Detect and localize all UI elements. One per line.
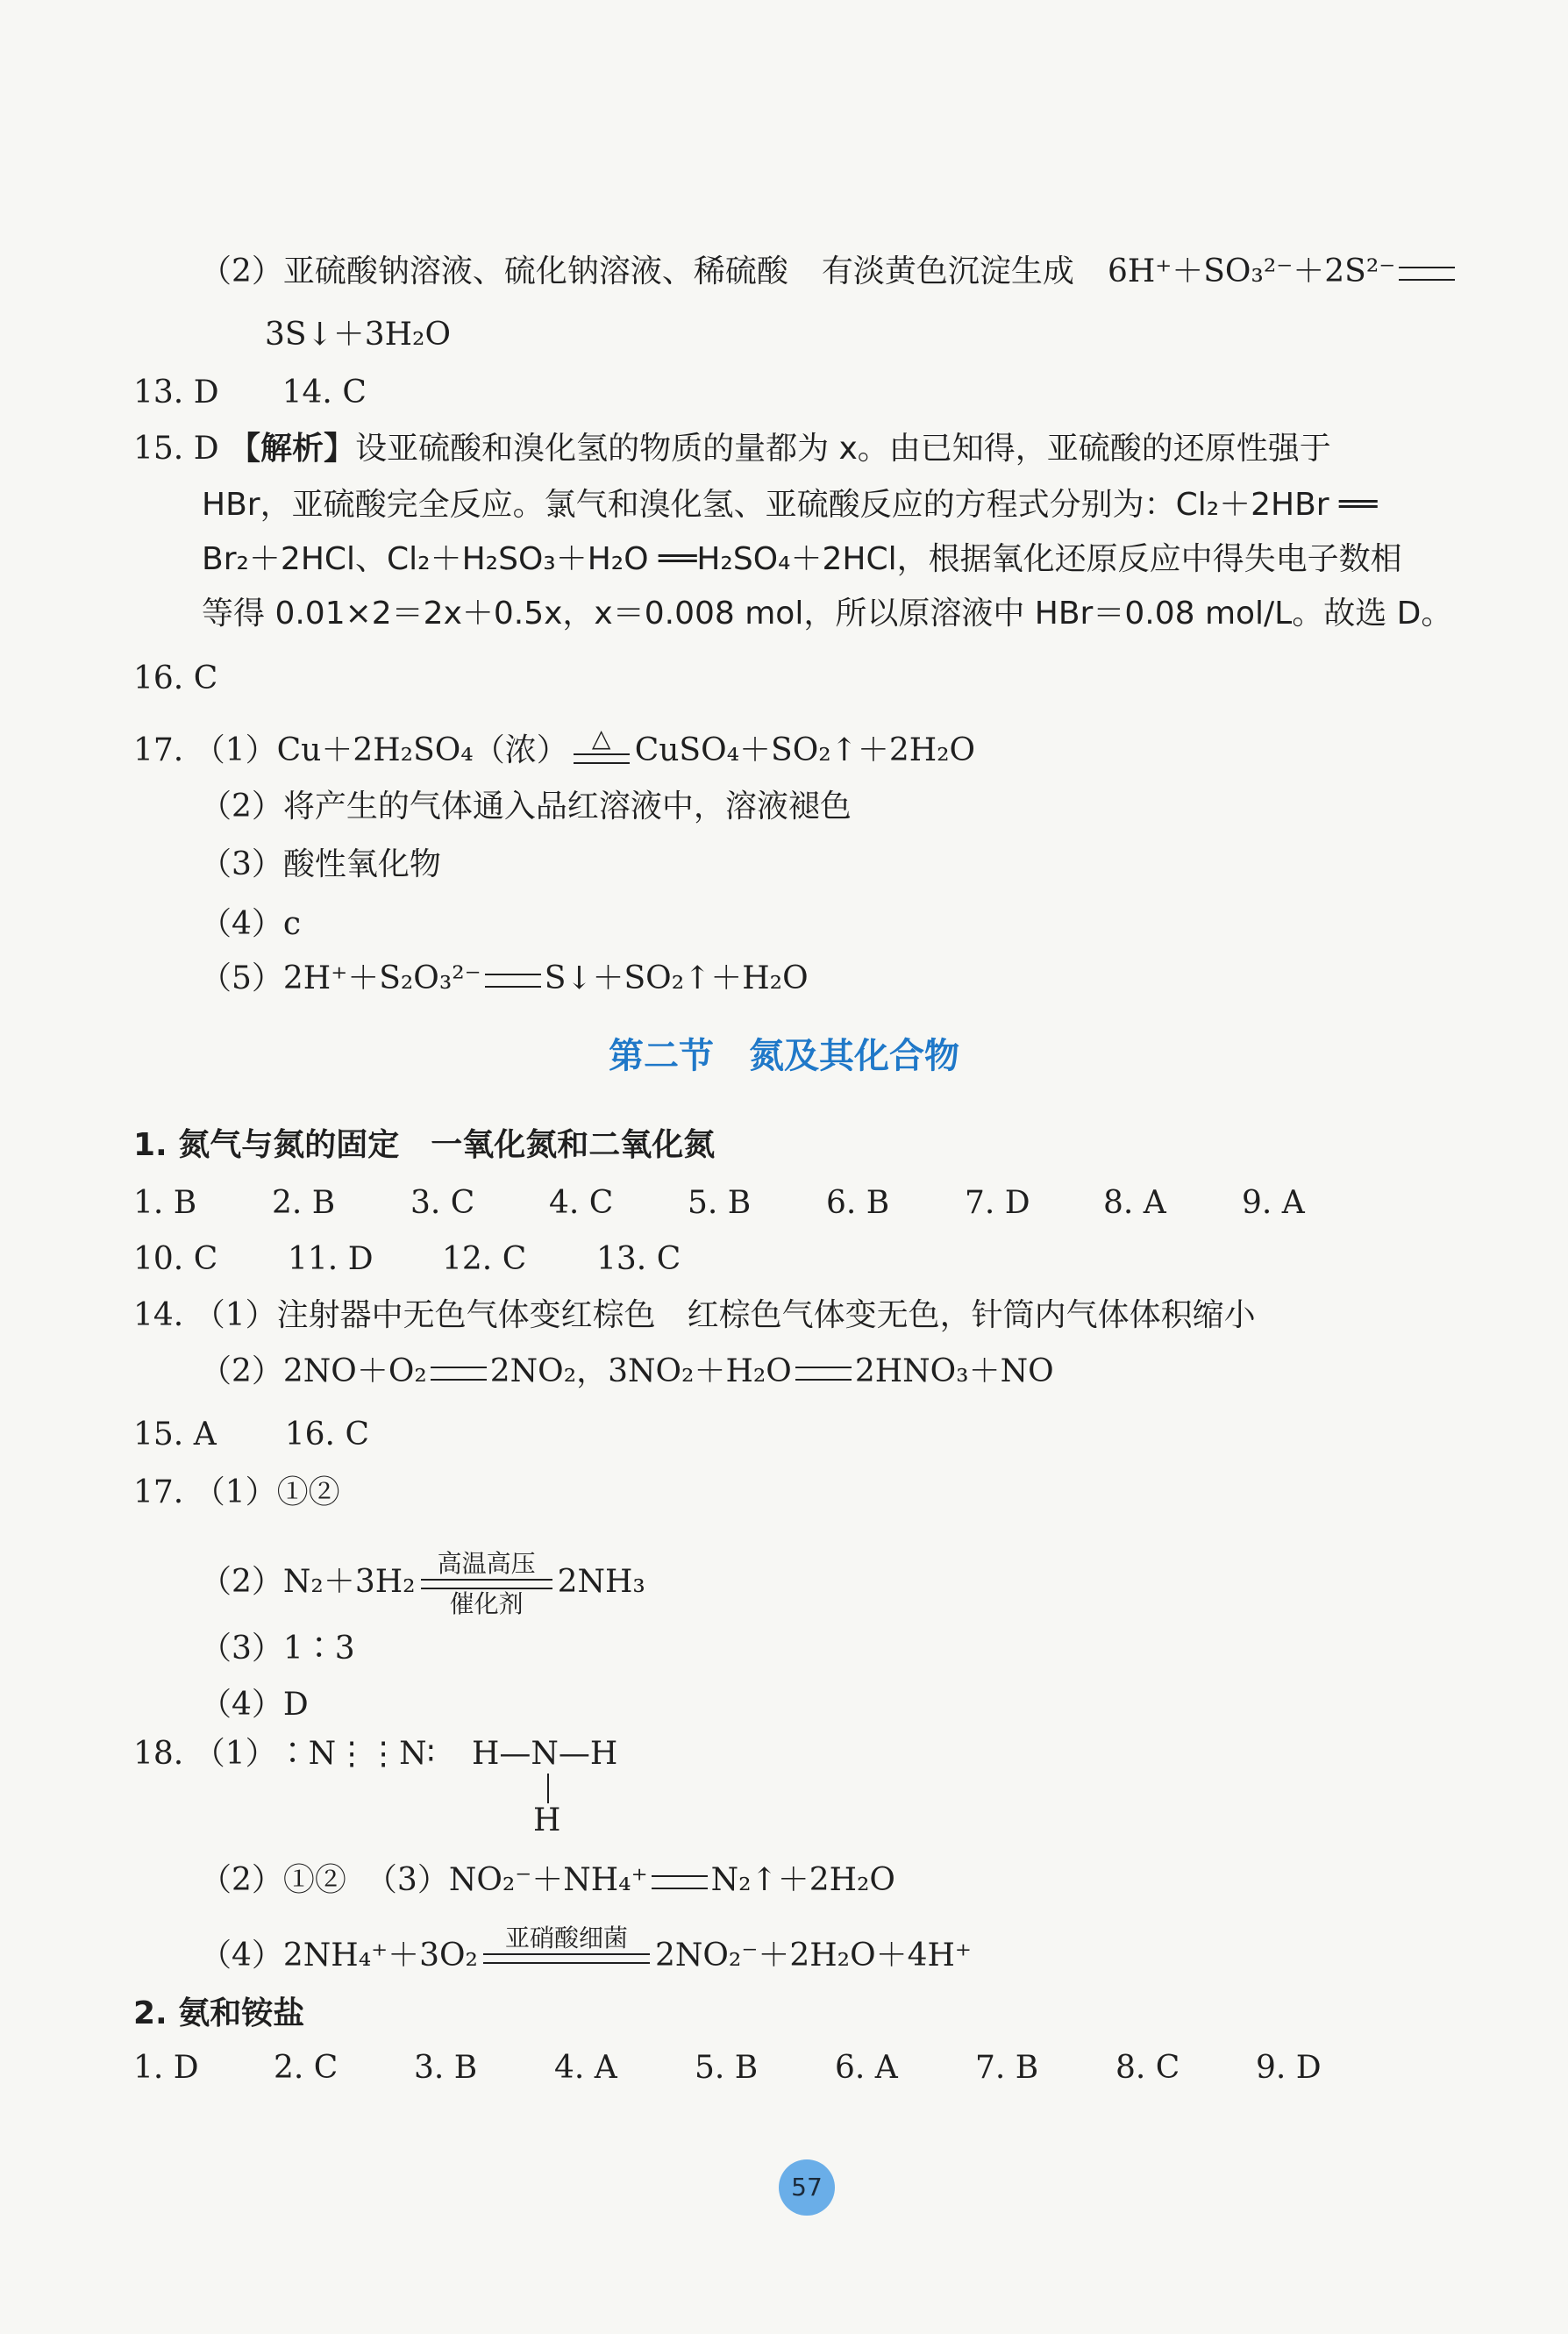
answer-item: 5. B xyxy=(688,1185,752,1221)
q15b-answer: A xyxy=(193,1417,217,1453)
q17a-part2-text: 将产生的气体通入品红溶液中，溶液褪色 xyxy=(282,789,852,824)
q17b-part2-left: N₂＋3H₂ xyxy=(282,1564,416,1600)
q14b-part2-label: （2） xyxy=(200,1353,283,1389)
q15-text-line1: 设亚硫酸和溴化氢的物质的量都为 x。由已知得，亚硫酸的还原性强于 xyxy=(355,431,1331,467)
q17a-part3-text: 酸性氧化物 xyxy=(282,846,441,882)
q17a-part2-label: （2） xyxy=(200,789,283,824)
q17a-part1-label: （1） xyxy=(193,732,277,768)
answer-item: 3. B xyxy=(414,2050,478,2086)
condition-bottom: 催化剂 xyxy=(449,1589,524,1618)
equals-sign xyxy=(1399,267,1455,281)
condition-top: 亚硝酸细菌 xyxy=(504,1924,628,1952)
q17b-part1-text: ①② xyxy=(276,1474,340,1510)
q18-structure-bottom xyxy=(533,1802,560,1840)
q17b-number: 17. xyxy=(133,1474,184,1510)
q15-line4 xyxy=(202,593,1452,635)
q18-part2-text: ①② xyxy=(282,1862,346,1898)
q17b-part4-text: D xyxy=(282,1687,309,1723)
q17a-part5 xyxy=(200,958,809,1000)
reaction-condition xyxy=(483,1924,650,1964)
q17a-part3 xyxy=(200,844,441,886)
q12-part2-eq-left: 6H⁺＋SO₃²⁻＋2S²⁻ xyxy=(1107,253,1396,289)
q17b-part3 xyxy=(200,1628,355,1670)
q17a-part1-left: Cu＋2H₂SO₄（浓） xyxy=(276,732,568,768)
answer-item: 4. C xyxy=(549,1185,614,1221)
answer-item: 2. B xyxy=(272,1185,336,1221)
q17a-part5-label: （5） xyxy=(200,960,283,996)
q15-text-line2: HBr，亚硫酸完全反应。氯气和溴化氢、亚硫酸反应的方程式分别为：Cl₂＋2HBr ══ xyxy=(202,487,1378,523)
q17b-part3-text: 1∶3 xyxy=(282,1631,355,1667)
section-title: 第二节 氮及其化合物 xyxy=(609,1036,959,1076)
answer-item: 2. C xyxy=(274,2050,339,2086)
q16b-answer: C xyxy=(345,1417,369,1453)
answer-item: 5. B xyxy=(695,2050,759,2086)
q16-number: 16. xyxy=(133,660,184,696)
answer-item: 8. C xyxy=(1115,2050,1180,2086)
structure-bottom-h: H xyxy=(533,1802,561,1838)
q15-analysis-tag: 【解析】 xyxy=(229,431,356,467)
answer-item: 7. D xyxy=(965,1185,1030,1221)
q14b-number: 14. xyxy=(133,1297,184,1333)
q18-part2-3 xyxy=(200,1859,895,1902)
q17b-part3-label: （3） xyxy=(200,1631,283,1667)
q17b-part2 xyxy=(200,1549,645,1619)
q17a-part1-right: CuSO₄＋SO₂↑＋2H₂O xyxy=(634,732,976,768)
sub1-answers-row2 xyxy=(133,1238,751,1281)
q15b-q16b-line xyxy=(133,1414,369,1456)
q18-part1 xyxy=(133,1733,435,1775)
q16-line xyxy=(133,658,217,700)
q15-text-line3: Br₂＋2HCl、Cl₂＋H₂SO₃＋H₂O ══H₂SO₄＋2HCl，根据氧化还原反应中得失电子数相 xyxy=(202,541,1402,577)
q18-part4-right: 2NO₂⁻＋2H₂O＋4H⁺ xyxy=(655,1938,972,1974)
q13-answer: D xyxy=(193,375,219,410)
sub1-answers-row1 xyxy=(133,1182,1329,1224)
page-number-badge: 57 xyxy=(779,2159,835,2216)
answer-item: 1. B xyxy=(133,1185,197,1221)
q15-line2 xyxy=(202,484,1377,526)
q18-part3-label: （3） xyxy=(365,1862,449,1898)
q17a-part4-text: c xyxy=(282,906,302,942)
q15-text-line4: 等得 0.01×2＝2x＋0.5x，x＝0.008 mol，所以原溶液中 HBr＝0.08 mol/L。故选 D。 xyxy=(202,596,1453,632)
sub2-answers-row1 xyxy=(133,2047,1343,2089)
q12-part2-label: （2） xyxy=(200,253,283,289)
q14b-part1-text: 注射器中无色气体变红棕色 红棕色气体变无色，针筒内气体体积缩小 xyxy=(276,1297,1256,1333)
q12-part2-line2 xyxy=(265,314,451,356)
condition-top: 高温高压 xyxy=(437,1549,536,1578)
q17a-part5-right: S↓＋SO₂↑＋H₂O xyxy=(544,960,809,996)
q18-part1-label: （1） xyxy=(193,1736,277,1772)
q17a-number: 17. xyxy=(133,732,184,768)
q17a-part2 xyxy=(200,786,852,828)
answer-item: 12. C xyxy=(442,1241,527,1277)
subsection-1-title: 1. 氮气与氮的固定 一氧化氮和二氧化氮 xyxy=(133,1127,716,1163)
q12-part2-phenomenon: 有淡黄色沉淀生成 xyxy=(821,253,1074,289)
q15-answer: D xyxy=(193,431,219,467)
q16b-number: 16. xyxy=(284,1417,335,1453)
q17b-part4 xyxy=(200,1684,309,1726)
q17a-part3-label: （3） xyxy=(200,846,283,882)
q17a-part1 xyxy=(133,724,976,773)
q14-answer: C xyxy=(342,375,367,410)
subsection-2-title: 2. 氨和铵盐 xyxy=(133,1995,305,2031)
q18-part2-label: （2） xyxy=(200,1862,283,1898)
q17a-part4-label: （4） xyxy=(200,906,283,942)
q14b-part2-middle: 2NO₂，3NO₂＋H₂O xyxy=(489,1353,792,1389)
structure-bond xyxy=(547,1774,549,1803)
q17a-part4 xyxy=(200,903,301,946)
q18-part4 xyxy=(200,1924,972,1978)
q14b-part1-label: （1） xyxy=(193,1297,277,1333)
answer-item: 3. C xyxy=(410,1185,475,1221)
answer-item: 6. B xyxy=(826,1185,890,1221)
answer-item: 4. A xyxy=(554,2050,617,2086)
q13-q14-line xyxy=(133,372,367,414)
q16-answer: C xyxy=(193,660,218,696)
q13-number: 13. xyxy=(133,375,184,410)
answer-item: 9. D xyxy=(1256,2050,1322,2086)
q17b-part2-label: （2） xyxy=(200,1564,283,1600)
equals-sign xyxy=(485,974,541,988)
q18-electron-formula: ∶N⋮⋮N∶ xyxy=(276,1736,435,1772)
q18-part4-label: （4） xyxy=(200,1938,283,1974)
answer-item: 9. A xyxy=(1242,1185,1305,1221)
q12-part2-eq-right: 3S↓＋3H₂O xyxy=(265,317,451,353)
heating-condition xyxy=(574,724,630,764)
q14-number: 14. xyxy=(282,375,332,410)
q18-structure-formula xyxy=(472,1735,617,1774)
q18-part3-left: NO₂⁻＋NH₄⁺ xyxy=(448,1862,648,1898)
equals-sign xyxy=(795,1367,852,1381)
q17b-part4-label: （4） xyxy=(200,1687,283,1723)
equals-sign xyxy=(652,1875,708,1889)
reaction-condition xyxy=(421,1549,552,1619)
answer-item: 13. C xyxy=(596,1241,681,1277)
q17b-part2-right: 2NH₃ xyxy=(557,1564,645,1600)
q18-number: 18. xyxy=(133,1736,184,1772)
q17b-part1-label: （1） xyxy=(193,1474,277,1510)
q18-part3-right: N₂↑＋2H₂O xyxy=(710,1862,895,1898)
equals-sign xyxy=(431,1367,487,1381)
answer-item: 7. B xyxy=(975,2050,1039,2086)
q14b-part2 xyxy=(200,1351,1054,1393)
answer-item: 6. A xyxy=(835,2050,898,2086)
q18-part4-left: 2NH₄⁺＋3O₂ xyxy=(282,1938,478,1974)
q15-number: 15. xyxy=(133,431,184,467)
q12-part2-reagents: 亚硫酸钠溶液、硫化钠溶液、稀硫酸 xyxy=(282,253,788,289)
answer-item: 8. A xyxy=(1103,1185,1166,1221)
answer-item: 10. C xyxy=(133,1241,218,1277)
heat-triangle-icon: △ xyxy=(591,724,611,753)
q15-line3 xyxy=(202,539,1402,581)
q12-part2-line1 xyxy=(200,251,1458,293)
structure-top: H—N—H xyxy=(472,1736,618,1772)
q14b-part1 xyxy=(133,1295,1256,1337)
q15-line1 xyxy=(133,428,1331,470)
answer-item: 11. D xyxy=(288,1241,374,1277)
q14b-part2-right: 2HNO₃＋NO xyxy=(854,1353,1054,1389)
answer-item: 1. D xyxy=(133,2050,199,2086)
q17a-part5-left: 2H⁺＋S₂O₃²⁻ xyxy=(282,960,481,996)
q15b-number: 15. xyxy=(133,1417,184,1453)
q17b-part1 xyxy=(133,1472,340,1514)
q14b-part2-left: 2NO＋O₂ xyxy=(282,1353,427,1389)
